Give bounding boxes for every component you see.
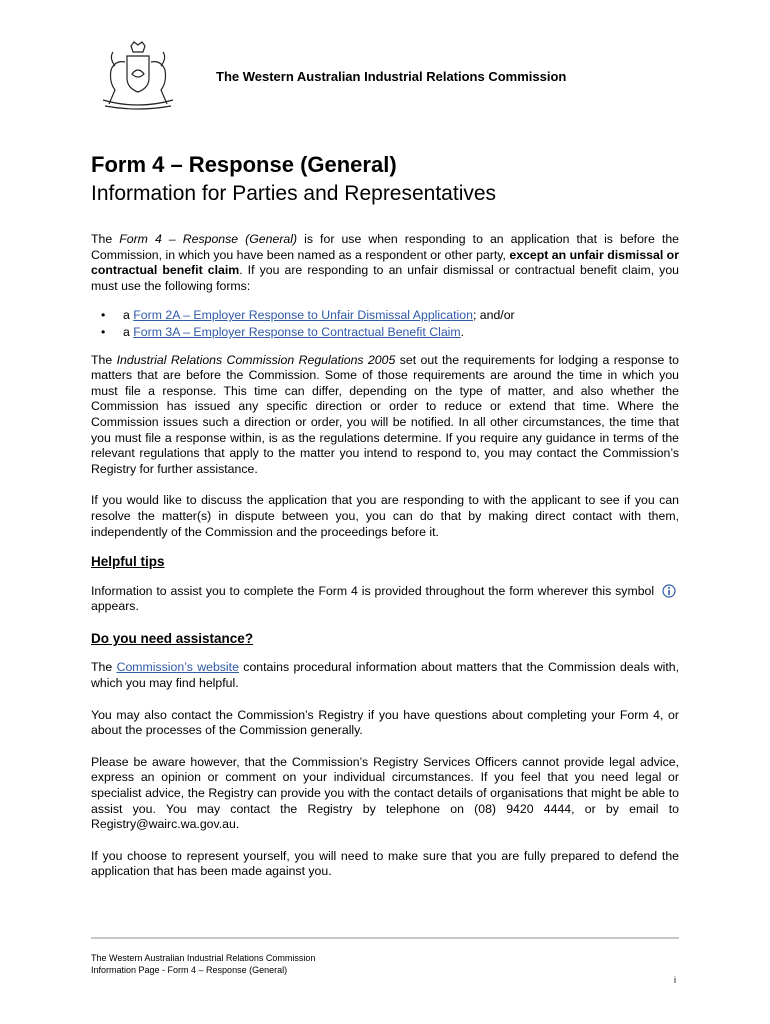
wa-coat-of-arms-icon: [97, 40, 179, 112]
page-number: i: [674, 975, 676, 985]
info-icon: [662, 584, 676, 598]
page-title: Form 4 – Response (General): [91, 152, 397, 177]
helpful-tips-heading: Helpful tips: [91, 554, 165, 570]
footer-divider: [91, 937, 679, 939]
footer-line-1: The Western Australian Industrial Relations Commission: [91, 953, 316, 963]
assistance-heading: Do you need assistance?: [91, 630, 254, 646]
list-item: • a Form 3A – Employer Response to Contractual Benefit Claim.: [123, 325, 679, 341]
assistance-paragraph-2: You may also contact the Commission’s Registry if you have questions about completing your Form 4, or about the processes of the Commission generally.: [91, 707, 679, 738]
assistance-paragraph-1: The Commission’s website contains procedural information about matters that the Commission deals with, which you may find helpful.: [91, 660, 680, 691]
form-2a-link[interactable]: Form 2A – Employer Response to Unfair Dismissal Application: [133, 308, 473, 323]
discuss-paragraph: If you would like to discuss the application that you are responding to with the applicant to see if you can resolve the matter(s) in dispute between you, you can do that by making direct contact with them, independently of the Commission and the proceedings before it.: [91, 493, 679, 539]
assistance-paragraph-4: If you choose to represent yourself, you will need to make sure that you are fully prepared to defend the application that has been made against you.: [91, 848, 679, 879]
commission-website-link[interactable]: Commission’s website: [116, 660, 239, 675]
list-item: • a Form 2A – Employer Response to Unfair Dismissal Application; and/or: [123, 308, 679, 324]
assistance-paragraph-3: Please be aware however, that the Commission’s Registry Services Officers cannot provide legal advice, express an opinion or comment on your individual circumstances. If you feel that you need legal or specialist advice, the Registry can provide you with the contact details of organisations that might be able to assist you. You may contact the Registry by telephone on (08) 9420 4444, or by email to Registry@wairc.wa.gov.au.: [91, 754, 679, 832]
intro-paragraph: The Form 4 – Response (General) is for use when responding to an application that is before the Commission, in which you have been named as a respondent or other party, except an unfair dismissal or contractual benefit claim. If you are responding to an unfair dismissal or contractual benefit claim, you must use the following forms:: [91, 232, 680, 293]
forms-list: [91, 308, 679, 340]
regulations-paragraph: The Industrial Relations Commission Regulations 2005 set out the requirements for lodging a response to matters that are before the Commission. Some of those requirements are around the time in which you must file a response. This time can differ, depending on the type of matter, and also whether the Commission has issued any specific direction or order to reduce or extend that time. Where the Commission issues such a direction or order, you will be notified. In all other circumstances, the time that you must file a response within, is as the regulations determine. If you require any guidance in terms of the relevant regulations that apply to the matter you intend to respond to, you may contact the Commission’s Registry for further assistance.: [91, 352, 679, 476]
footer: [91, 952, 315, 976]
org-name-header: The Western Australian Industrial Relations Commission: [216, 69, 567, 84]
helpful-tips-paragraph: Information to assist you to complete the Form 4 is provided throughout the form wherever this symbol appears.: [91, 584, 679, 615]
footer-line-2: Information Page - Form 4 – Response (General): [91, 965, 288, 975]
main-content: [91, 232, 679, 896]
form-3a-link[interactable]: Form 3A – Employer Response to Contractual Benefit Claim: [133, 324, 461, 339]
page-subtitle: Information for Parties and Representatives: [91, 182, 497, 205]
